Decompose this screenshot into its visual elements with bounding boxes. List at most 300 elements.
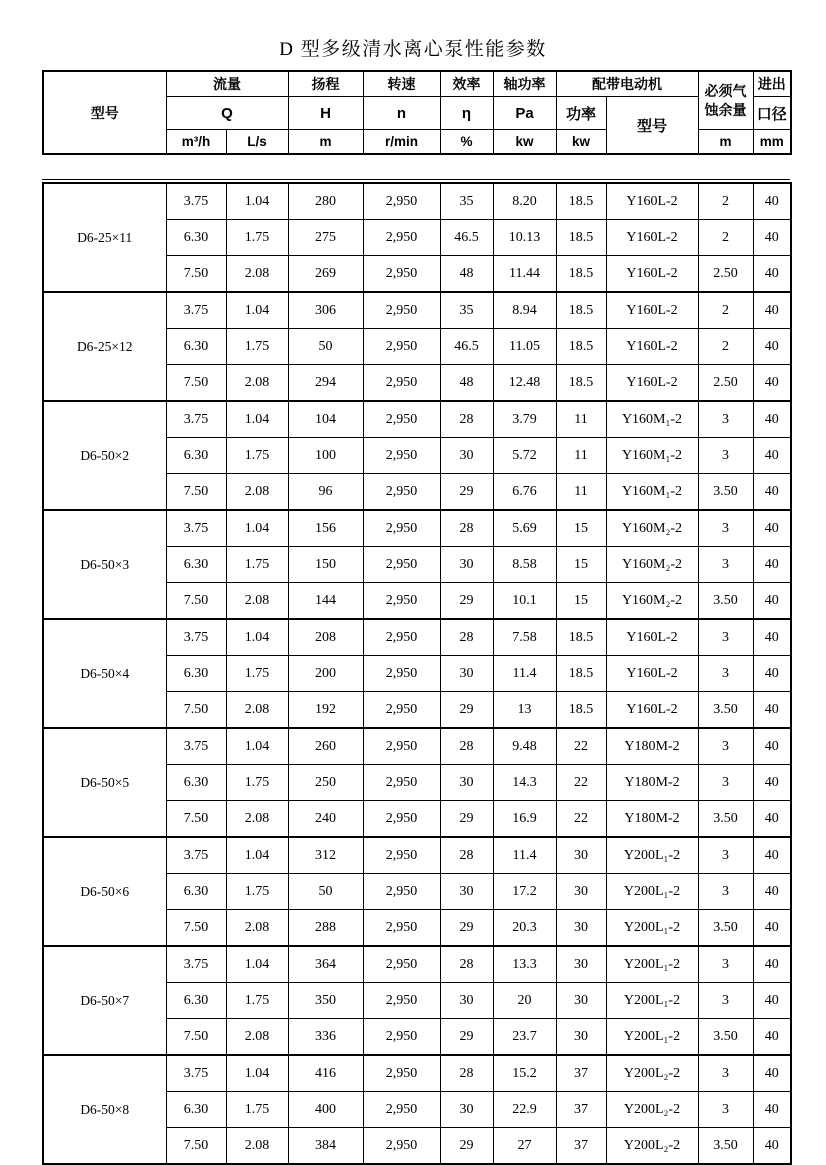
col-header-model: 型号 (43, 71, 166, 154)
cell-motor-model: Y200L₁-2 (606, 910, 698, 947)
cell-speed: 2,950 (363, 1019, 440, 1056)
cell-flow-m3h: 3.75 (166, 292, 226, 329)
cell-port: 40 (753, 183, 791, 220)
cell-efficiency: 30 (440, 438, 493, 474)
cell-port: 40 (753, 1055, 791, 1092)
cell-efficiency: 30 (440, 765, 493, 801)
cell-head: 269 (288, 256, 363, 293)
cell-port: 40 (753, 547, 791, 583)
cell-flow-m3h: 6.30 (166, 1092, 226, 1128)
cell-motor-model: Y160L-2 (606, 183, 698, 220)
cell-motor-power: 18.5 (556, 292, 606, 329)
cell-head: 364 (288, 946, 363, 983)
cell-motor-model: Y200L₂-2 (606, 1128, 698, 1165)
col-header-flow: 流量 (166, 71, 288, 97)
cell-port: 40 (753, 1092, 791, 1128)
cell-speed: 2,950 (363, 365, 440, 402)
cell-flow-m3h: 7.50 (166, 365, 226, 402)
cell-speed: 2,950 (363, 1055, 440, 1092)
col-header-motor: 配带电动机 (556, 71, 698, 97)
cell-motor-model: Y160L-2 (606, 256, 698, 293)
cell-npsh: 3 (698, 656, 753, 692)
cell-shaft-power: 11.4 (493, 837, 556, 874)
cell-flow-m3h: 3.75 (166, 728, 226, 765)
cell-motor-model: Y160M₂-2 (606, 583, 698, 620)
cell-port: 40 (753, 692, 791, 729)
cell-head: 240 (288, 801, 363, 838)
cell-flow-ls: 1.75 (226, 656, 288, 692)
cell-head: 150 (288, 547, 363, 583)
cell-motor-model: Y160M₁-2 (606, 401, 698, 438)
cell-motor-power: 22 (556, 801, 606, 838)
cell-flow-ls: 2.08 (226, 692, 288, 729)
cell-head: 100 (288, 438, 363, 474)
cell-shaft-power: 15.2 (493, 1055, 556, 1092)
cell-flow-m3h: 3.75 (166, 1055, 226, 1092)
cell-port: 40 (753, 1128, 791, 1165)
table-row (43, 837, 791, 874)
cell-head: 50 (288, 874, 363, 910)
cell-shaft-power: 27 (493, 1128, 556, 1165)
table-row (43, 619, 791, 656)
cell-shaft-power: 10.13 (493, 220, 556, 256)
cell-port: 40 (753, 365, 791, 402)
cell-efficiency: 30 (440, 874, 493, 910)
cell-motor-power: 15 (556, 547, 606, 583)
cell-head: 312 (288, 837, 363, 874)
cell-efficiency: 29 (440, 910, 493, 947)
cell-motor-model: Y160M₁-2 (606, 474, 698, 511)
pump-model-cell: D6-50×2 (43, 401, 166, 510)
cell-efficiency: 30 (440, 547, 493, 583)
cell-flow-m3h: 6.30 (166, 220, 226, 256)
cell-flow-ls: 1.04 (226, 183, 288, 220)
cell-flow-m3h: 6.30 (166, 329, 226, 365)
cell-npsh: 3 (698, 510, 753, 547)
cell-shaft-power: 16.9 (493, 801, 556, 838)
cell-efficiency: 35 (440, 292, 493, 329)
cell-npsh: 3 (698, 438, 753, 474)
cell-efficiency: 29 (440, 692, 493, 729)
table-row (43, 183, 791, 220)
cell-flow-ls: 2.08 (226, 1128, 288, 1165)
cell-flow-ls: 1.04 (226, 1055, 288, 1092)
cell-motor-power: 30 (556, 837, 606, 874)
col-header-port-line1: 进出 (753, 71, 791, 97)
cell-motor-power: 18.5 (556, 220, 606, 256)
cell-flow-ls: 1.04 (226, 619, 288, 656)
cell-flow-m3h: 7.50 (166, 256, 226, 293)
cell-efficiency: 30 (440, 656, 493, 692)
cell-flow-m3h: 7.50 (166, 1019, 226, 1056)
cell-port: 40 (753, 1019, 791, 1056)
cell-motor-power: 30 (556, 983, 606, 1019)
cell-npsh: 3 (698, 1092, 753, 1128)
cell-motor-model: Y200L₂-2 (606, 1055, 698, 1092)
cell-shaft-power: 9.48 (493, 728, 556, 765)
cell-head: 260 (288, 728, 363, 765)
pump-model-cell: D6-50×3 (43, 510, 166, 619)
cell-efficiency: 28 (440, 619, 493, 656)
cell-speed: 2,950 (363, 619, 440, 656)
cell-npsh: 3 (698, 874, 753, 910)
table-row (43, 1055, 791, 1092)
cell-flow-ls: 2.08 (226, 801, 288, 838)
cell-motor-power: 30 (556, 874, 606, 910)
symbol-head: H (288, 97, 363, 130)
cell-motor-power: 18.5 (556, 329, 606, 365)
cell-npsh: 3.50 (698, 1128, 753, 1165)
unit-shaft-power: kw (493, 130, 556, 155)
col-header-npsh (698, 71, 753, 130)
cell-head: 280 (288, 183, 363, 220)
cell-motor-model: Y160L-2 (606, 692, 698, 729)
table-row (43, 510, 791, 547)
cell-motor-model: Y180M-2 (606, 728, 698, 765)
cell-motor-power: 11 (556, 474, 606, 511)
cell-flow-ls: 1.75 (226, 547, 288, 583)
unit-motor-power: kw (556, 130, 606, 155)
cell-npsh: 3.50 (698, 910, 753, 947)
cell-shaft-power: 23.7 (493, 1019, 556, 1056)
header-row-1 (43, 71, 791, 97)
symbol-shaft-power: Pa (493, 97, 556, 130)
unit-flow-m3h: m³/h (166, 130, 226, 155)
pump-model-cell: D6-50×8 (43, 1055, 166, 1164)
cell-flow-ls: 2.08 (226, 583, 288, 620)
cell-speed: 2,950 (363, 401, 440, 438)
cell-efficiency: 28 (440, 946, 493, 983)
cell-speed: 2,950 (363, 728, 440, 765)
col-header-head: 扬程 (288, 71, 363, 97)
cell-speed: 2,950 (363, 692, 440, 729)
cell-npsh: 3 (698, 1055, 753, 1092)
cell-head: 250 (288, 765, 363, 801)
cell-head: 208 (288, 619, 363, 656)
cell-shaft-power: 11.05 (493, 329, 556, 365)
cell-efficiency: 29 (440, 474, 493, 511)
page-title: D 型多级清水离心泵性能参数 (279, 39, 547, 60)
cell-speed: 2,950 (363, 946, 440, 983)
cell-flow-m3h: 3.75 (166, 619, 226, 656)
cell-shaft-power: 11.44 (493, 256, 556, 293)
cell-flow-ls: 1.75 (226, 1092, 288, 1128)
cell-speed: 2,950 (363, 183, 440, 220)
pump-model-cell: D6-50×6 (43, 837, 166, 946)
cell-shaft-power: 20.3 (493, 910, 556, 947)
cell-head: 306 (288, 292, 363, 329)
cell-port: 40 (753, 946, 791, 983)
cell-shaft-power: 13 (493, 692, 556, 729)
table-row (43, 401, 791, 438)
cell-efficiency: 48 (440, 256, 493, 293)
col-header-motor-power: 功率 (556, 97, 606, 130)
cell-flow-m3h: 3.75 (166, 183, 226, 220)
table-row (43, 728, 791, 765)
cell-shaft-power: 10.1 (493, 583, 556, 620)
cell-motor-power: 22 (556, 765, 606, 801)
cell-port: 40 (753, 510, 791, 547)
cell-flow-ls: 1.04 (226, 510, 288, 547)
cell-speed: 2,950 (363, 1128, 440, 1165)
cell-speed: 2,950 (363, 438, 440, 474)
cell-efficiency: 28 (440, 728, 493, 765)
col-header-efficiency: 效率 (440, 71, 493, 97)
cell-flow-m3h: 7.50 (166, 910, 226, 947)
cell-flow-m3h: 6.30 (166, 874, 226, 910)
cell-port: 40 (753, 910, 791, 947)
cell-shaft-power: 5.69 (493, 510, 556, 547)
cell-port: 40 (753, 801, 791, 838)
cell-motor-model: Y180M-2 (606, 765, 698, 801)
cell-npsh: 3.50 (698, 1019, 753, 1056)
cell-efficiency: 28 (440, 1055, 493, 1092)
cell-flow-m3h: 6.30 (166, 983, 226, 1019)
cell-motor-model: Y200L₂-2 (606, 1092, 698, 1128)
header-table (42, 70, 792, 155)
cell-flow-ls: 2.08 (226, 474, 288, 511)
cell-flow-m3h: 3.75 (166, 401, 226, 438)
cell-shaft-power: 20 (493, 983, 556, 1019)
cell-head: 156 (288, 510, 363, 547)
col-header-speed: 转速 (363, 71, 440, 97)
cell-motor-power: 37 (556, 1128, 606, 1165)
cell-npsh: 2 (698, 292, 753, 329)
cell-efficiency: 46.5 (440, 329, 493, 365)
cell-flow-m3h: 7.50 (166, 583, 226, 620)
cell-flow-ls: 2.08 (226, 365, 288, 402)
col-header-port-line2: 口径 (753, 97, 791, 130)
cell-motor-power: 15 (556, 583, 606, 620)
cell-port: 40 (753, 728, 791, 765)
cell-motor-model: Y200L₁-2 (606, 837, 698, 874)
cell-shaft-power: 13.3 (493, 946, 556, 983)
cell-motor-power: 37 (556, 1092, 606, 1128)
cell-head: 294 (288, 365, 363, 402)
unit-port: mm (753, 130, 791, 155)
cell-npsh: 2 (698, 329, 753, 365)
cell-motor-model: Y160M₂-2 (606, 510, 698, 547)
cell-efficiency: 29 (440, 801, 493, 838)
cell-flow-ls: 1.75 (226, 983, 288, 1019)
table-row (43, 292, 791, 329)
cell-flow-m3h: 7.50 (166, 801, 226, 838)
cell-head: 192 (288, 692, 363, 729)
cell-shaft-power: 14.3 (493, 765, 556, 801)
cell-motor-power: 37 (556, 1055, 606, 1092)
pump-model-cell: D6-50×7 (43, 946, 166, 1055)
cell-speed: 2,950 (363, 1092, 440, 1128)
symbol-speed: n (363, 97, 440, 130)
cell-port: 40 (753, 583, 791, 620)
unit-flow-ls: L/s (226, 130, 288, 155)
cell-motor-model: Y180M-2 (606, 801, 698, 838)
cell-shaft-power: 22.9 (493, 1092, 556, 1128)
symbol-flow: Q (166, 97, 288, 130)
pump-table-body (43, 183, 791, 1164)
table-row (43, 946, 791, 983)
cell-shaft-power: 8.94 (493, 292, 556, 329)
cell-shaft-power: 17.2 (493, 874, 556, 910)
cell-motor-power: 18.5 (556, 656, 606, 692)
cell-npsh: 3 (698, 765, 753, 801)
cell-head: 275 (288, 220, 363, 256)
cell-shaft-power: 5.72 (493, 438, 556, 474)
cell-head: 350 (288, 983, 363, 1019)
cell-efficiency: 28 (440, 837, 493, 874)
cell-npsh: 2 (698, 183, 753, 220)
cell-port: 40 (753, 983, 791, 1019)
cell-npsh: 3 (698, 946, 753, 983)
cell-port: 40 (753, 656, 791, 692)
cell-speed: 2,950 (363, 910, 440, 947)
cell-port: 40 (753, 438, 791, 474)
unit-efficiency: % (440, 130, 493, 155)
cell-motor-model: Y200L₁-2 (606, 874, 698, 910)
cell-head: 384 (288, 1128, 363, 1165)
cell-flow-ls: 1.04 (226, 837, 288, 874)
cell-npsh: 3 (698, 837, 753, 874)
cell-efficiency: 30 (440, 983, 493, 1019)
cell-port: 40 (753, 619, 791, 656)
cell-speed: 2,950 (363, 329, 440, 365)
cell-flow-m3h: 6.30 (166, 656, 226, 692)
cell-npsh: 3 (698, 983, 753, 1019)
cell-efficiency: 30 (440, 1092, 493, 1128)
cell-motor-power: 11 (556, 438, 606, 474)
cell-efficiency: 29 (440, 583, 493, 620)
cell-flow-m3h: 3.75 (166, 510, 226, 547)
cell-npsh: 2.50 (698, 365, 753, 402)
cell-motor-model: Y160L-2 (606, 619, 698, 656)
cell-speed: 2,950 (363, 256, 440, 293)
cell-speed: 2,950 (363, 547, 440, 583)
cell-speed: 2,950 (363, 292, 440, 329)
cell-motor-power: 30 (556, 946, 606, 983)
cell-motor-power: 11 (556, 401, 606, 438)
col-header-shaft-power: 轴功率 (493, 71, 556, 97)
cell-motor-model: Y160L-2 (606, 220, 698, 256)
cell-motor-model: Y160L-2 (606, 365, 698, 402)
unit-npsh: m (698, 130, 753, 155)
cell-head: 288 (288, 910, 363, 947)
cell-npsh: 3 (698, 619, 753, 656)
cell-motor-power: 18.5 (556, 692, 606, 729)
cell-flow-m3h: 6.30 (166, 438, 226, 474)
cell-efficiency: 28 (440, 401, 493, 438)
cell-port: 40 (753, 256, 791, 293)
cell-npsh: 3 (698, 728, 753, 765)
cell-flow-ls: 1.75 (226, 765, 288, 801)
cell-shaft-power: 8.58 (493, 547, 556, 583)
cell-speed: 2,950 (363, 474, 440, 511)
cell-flow-ls: 1.75 (226, 329, 288, 365)
cell-head: 400 (288, 1092, 363, 1128)
cell-motor-power: 18.5 (556, 619, 606, 656)
cell-shaft-power: 12.48 (493, 365, 556, 402)
cell-head: 96 (288, 474, 363, 511)
cell-npsh: 3.50 (698, 583, 753, 620)
cell-shaft-power: 6.76 (493, 474, 556, 511)
cell-flow-ls: 1.04 (226, 728, 288, 765)
cell-motor-model: Y160L-2 (606, 656, 698, 692)
cell-efficiency: 29 (440, 1128, 493, 1165)
cell-flow-m3h: 7.50 (166, 692, 226, 729)
cell-head: 416 (288, 1055, 363, 1092)
cell-port: 40 (753, 220, 791, 256)
cell-motor-model: Y200L₁-2 (606, 946, 698, 983)
cell-efficiency: 29 (440, 1019, 493, 1056)
cell-speed: 2,950 (363, 801, 440, 838)
cell-port: 40 (753, 292, 791, 329)
cell-speed: 2,950 (363, 874, 440, 910)
data-table-wrapper (42, 179, 790, 1165)
cell-flow-m3h: 3.75 (166, 946, 226, 983)
cell-efficiency: 46.5 (440, 220, 493, 256)
cell-motor-power: 22 (556, 728, 606, 765)
cell-efficiency: 35 (440, 183, 493, 220)
cell-flow-m3h: 6.30 (166, 547, 226, 583)
cell-flow-ls: 1.04 (226, 292, 288, 329)
cell-motor-model: Y160L-2 (606, 329, 698, 365)
cell-shaft-power: 7.58 (493, 619, 556, 656)
cell-shaft-power: 3.79 (493, 401, 556, 438)
cell-motor-power: 30 (556, 910, 606, 947)
cell-head: 336 (288, 1019, 363, 1056)
cell-motor-model: Y200L₁-2 (606, 1019, 698, 1056)
cell-port: 40 (753, 329, 791, 365)
cell-speed: 2,950 (363, 656, 440, 692)
cell-speed: 2,950 (363, 510, 440, 547)
cell-flow-ls: 2.08 (226, 1019, 288, 1056)
pump-model-cell: D6-25×11 (43, 183, 166, 292)
cell-motor-power: 30 (556, 1019, 606, 1056)
cell-motor-model: Y160M₂-2 (606, 547, 698, 583)
symbol-efficiency: η (440, 97, 493, 130)
cell-motor-power: 18.5 (556, 183, 606, 220)
pump-data-table (42, 182, 792, 1165)
cell-head: 104 (288, 401, 363, 438)
cell-efficiency: 28 (440, 510, 493, 547)
cell-flow-m3h: 6.30 (166, 765, 226, 801)
cell-npsh: 3 (698, 547, 753, 583)
cell-speed: 2,950 (363, 837, 440, 874)
cell-port: 40 (753, 765, 791, 801)
cell-flow-m3h: 7.50 (166, 1128, 226, 1165)
cell-port: 40 (753, 474, 791, 511)
cell-speed: 2,950 (363, 983, 440, 1019)
cell-port: 40 (753, 401, 791, 438)
cell-flow-ls: 1.75 (226, 438, 288, 474)
cell-port: 40 (753, 837, 791, 874)
cell-motor-model: Y160M₁-2 (606, 438, 698, 474)
cell-shaft-power: 11.4 (493, 656, 556, 692)
pump-model-cell: D6-50×4 (43, 619, 166, 728)
cell-motor-power: 18.5 (556, 256, 606, 293)
cell-flow-ls: 2.08 (226, 910, 288, 947)
pump-model-cell: D6-50×5 (43, 728, 166, 837)
cell-flow-ls: 1.75 (226, 874, 288, 910)
cell-flow-ls: 1.04 (226, 946, 288, 983)
col-header-motor-model: 型号 (606, 97, 698, 155)
cell-flow-ls: 2.08 (226, 256, 288, 293)
cell-shaft-power: 8.20 (493, 183, 556, 220)
cell-head: 144 (288, 583, 363, 620)
table-area (42, 70, 790, 1165)
cell-npsh: 3 (698, 401, 753, 438)
cell-head: 50 (288, 329, 363, 365)
cell-speed: 2,950 (363, 765, 440, 801)
